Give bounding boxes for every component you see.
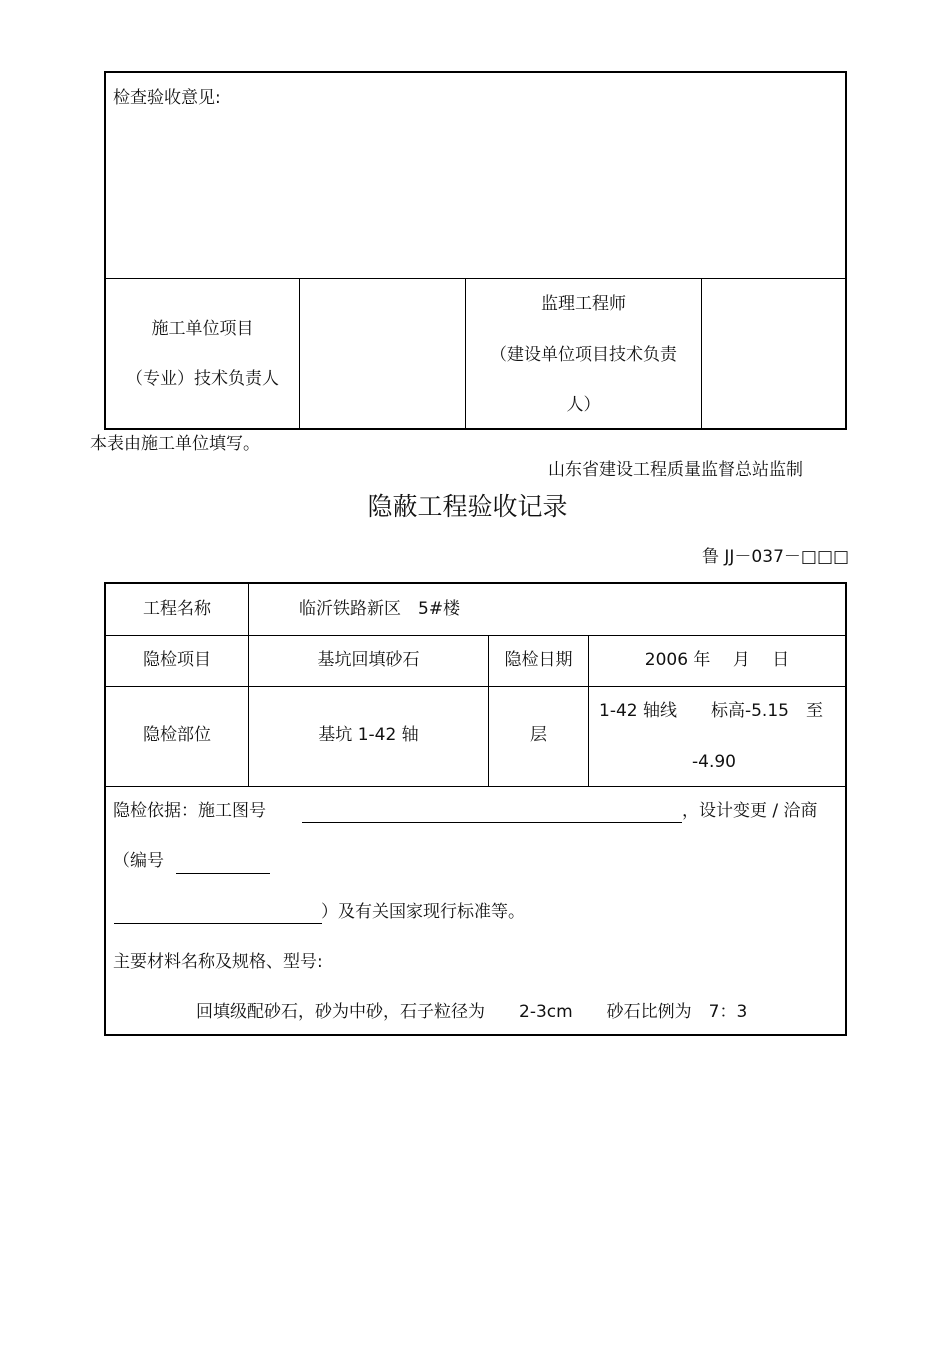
- supervisor-label-2: （建设单位项目技术负责: [490, 345, 677, 365]
- inspection-table: [104, 71, 847, 430]
- divider: [106, 786, 845, 787]
- form-code: 鲁 JJ－037－□□□: [702, 547, 850, 567]
- basis-mid: ，设计变更 / 洽商: [682, 801, 818, 821]
- location-label: 隐检部位: [143, 725, 211, 745]
- date-label: 隐检日期: [504, 650, 573, 670]
- materials-label: 主要材料名称及规格、型号:: [113, 952, 323, 972]
- number-blank-continued: [114, 923, 322, 924]
- materials-value: 回填级配砂石，砂为中砂，石子粒径为 2-3cm 砂石比例为 7：3: [196, 1002, 748, 1022]
- record-table: [104, 582, 847, 1036]
- item-value: 基坑回填砂石: [317, 650, 420, 670]
- divider: [106, 635, 845, 636]
- number-blank: [176, 873, 270, 874]
- page-title: 隐蔽工程验收记录: [367, 492, 568, 521]
- construction-lead-label-1: 施工单位项目: [151, 319, 254, 339]
- divider: [248, 584, 249, 786]
- elevation-end: -4.90: [692, 752, 736, 772]
- divider: [106, 686, 845, 687]
- date-value: 2006 年 月 日: [644, 650, 790, 670]
- project-name-label: 工程名称: [143, 599, 211, 619]
- location-value: 基坑 1-42 轴: [318, 725, 419, 745]
- basis-suffix: ）及有关国家现行标准等。: [321, 902, 525, 922]
- opinion-label: 检查验收意见:: [113, 88, 221, 108]
- construction-lead-label-2: （专业）技术负责人: [126, 369, 279, 389]
- supervision-text: 山东省建设工程质量监督总站监制: [548, 460, 803, 480]
- drawing-number-blank: [302, 822, 682, 823]
- basis-prefix: 隐检依据：施工图号: [113, 801, 266, 821]
- divider: [701, 279, 702, 428]
- divider: [299, 279, 300, 428]
- supervisor-label-1: 监理工程师: [541, 294, 626, 314]
- divider: [106, 278, 845, 279]
- floor-label: 层: [530, 725, 547, 745]
- axis-elevation: 1-42 轴线 标高-5.15 至: [599, 701, 823, 721]
- fill-note: 本表由施工单位填写。: [90, 434, 260, 454]
- project-name-value: 临沂铁路新区 5#楼: [299, 599, 461, 619]
- item-label: 隐检项目: [143, 650, 211, 670]
- basis-number-label: （编号: [113, 851, 164, 871]
- supervisor-label-3: 人）: [566, 395, 601, 415]
